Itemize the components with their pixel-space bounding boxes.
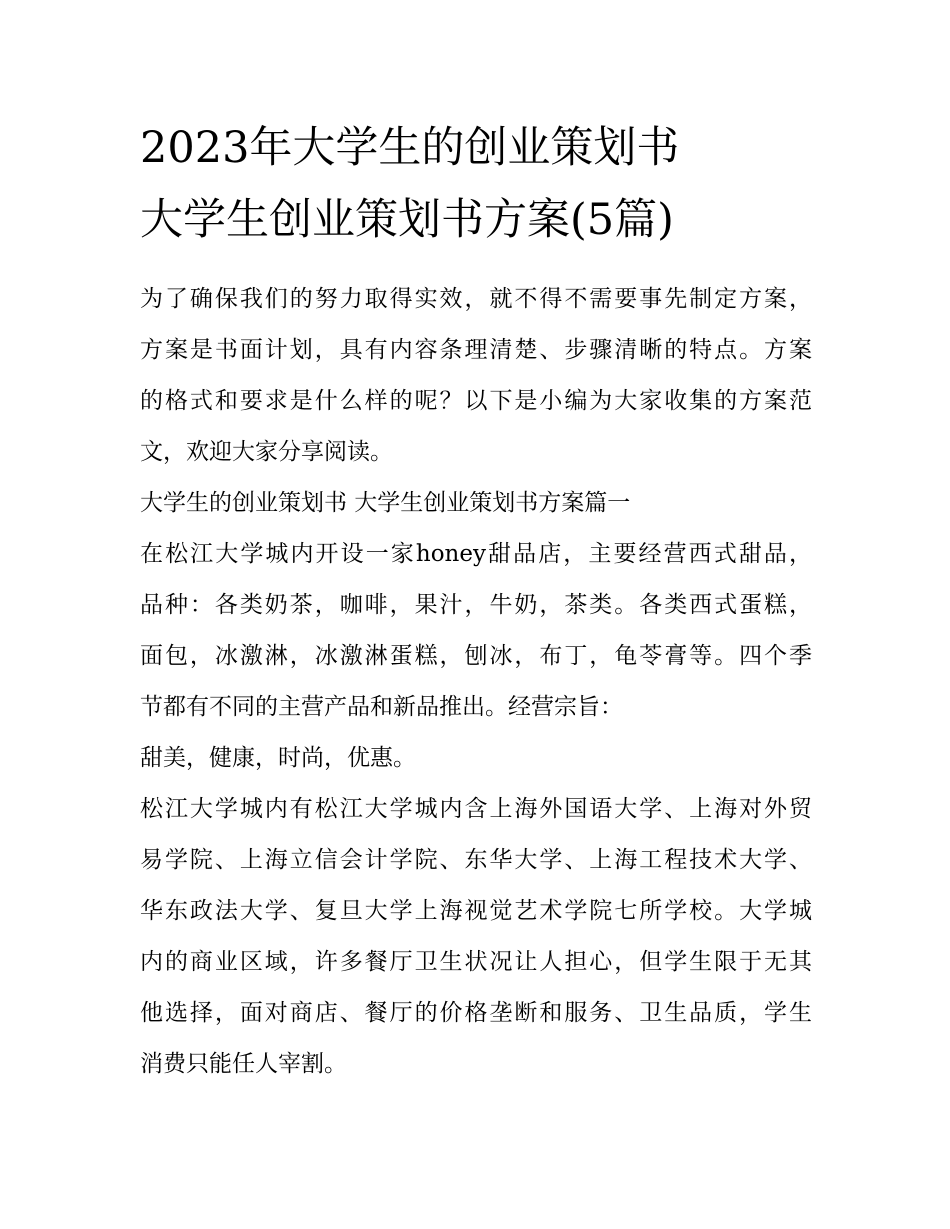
- paragraph-purpose: [140, 733, 812, 784]
- paragraph-line: 的格式和要求是什么样的呢？以下是小编为大家收集的方案范: [140, 388, 812, 414]
- document-title-line-2: 大学生创业策划书方案(5篇): [140, 195, 674, 245]
- paragraph-shop-description: [140, 529, 812, 733]
- paragraph-line: 文，欢迎大家分享阅读。: [140, 439, 393, 465]
- document-content: [140, 118, 812, 1090]
- paragraph-line: 内的商业区域，许多餐厅卫生状况让人担心，但学生限于无其: [140, 949, 812, 975]
- paragraph-line: 松江大学城内有松江大学城内含上海外国语大学、上海对外贸: [140, 796, 812, 822]
- paragraph-line: 华东政法大学、复旦大学上海视觉艺术学院七所学校。大学城: [140, 898, 812, 924]
- paragraph-line: 易学院、上海立信会计学院、东华大学、上海工程技术大学、: [140, 847, 812, 873]
- paragraph-line: 消费只能任人宰割。: [140, 1051, 347, 1077]
- paragraph-line: 品种：各类奶茶，咖啡，果汁，牛奶，茶类。各类西式蛋糕，: [140, 592, 812, 618]
- paragraph-line: 面包，冰激淋，冰激淋蛋糕，刨冰，布丁，龟苓膏等。四个季: [140, 643, 812, 669]
- paragraph-line: 为了确保我们的努力取得实效，就不得不需要事先制定方案，: [140, 286, 812, 312]
- section-heading: [140, 478, 812, 529]
- paragraph-line: 甜美，健康，时尚，优惠。: [140, 745, 416, 771]
- paragraph-line: 他选择，面对商店、餐厅的价格垄断和服务、卫生品质，学生: [140, 1000, 812, 1026]
- document-title-line-1: 2023年大学生的创业策划书: [140, 123, 680, 173]
- paragraph-line: 节都有不同的主营产品和新品推出。经营宗旨：: [140, 694, 623, 720]
- paragraph-market: [140, 784, 812, 1090]
- paragraph-line: 方案是书面计划，具有内容条理清楚、步骤清晰的特点。方案: [140, 337, 812, 363]
- paragraph-line: 在松江大学城内开设一家honey甜品店，主要经营西式甜品，: [140, 541, 812, 567]
- section-heading-text: 大学生的创业策划书 大学生创业策划书方案篇一: [140, 490, 631, 516]
- paragraph-intro: [140, 274, 812, 478]
